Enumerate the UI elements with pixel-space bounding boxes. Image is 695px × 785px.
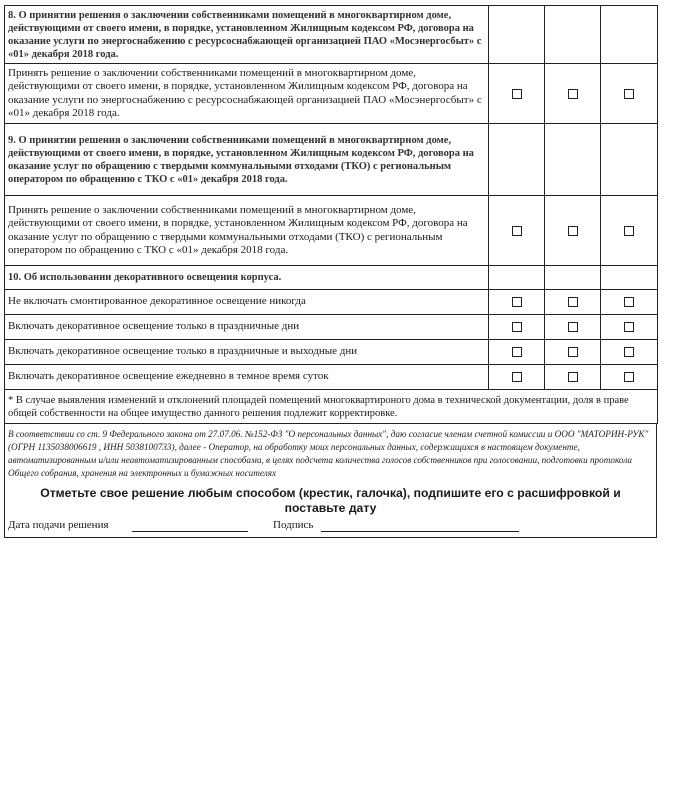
q10-opt2-vote-abstain[interactable] <box>601 315 658 340</box>
checkbox-icon[interactable] <box>624 226 634 236</box>
q10-heading-cell-against <box>545 266 601 290</box>
q10-heading-cell-for <box>489 266 545 290</box>
checkbox-icon[interactable] <box>624 322 634 332</box>
q10-opt3-vote-for[interactable] <box>489 340 545 365</box>
q10-option-text: Включать декоративное освещение ежедневно в темное время суток <box>5 365 489 390</box>
q10-option-row <box>5 365 658 390</box>
checkbox-icon[interactable] <box>568 226 578 236</box>
q10-heading-row <box>5 266 658 290</box>
checkbox-icon[interactable] <box>512 226 522 236</box>
q9-vote-for[interactable] <box>489 196 545 266</box>
consent-section <box>4 424 657 538</box>
q10-option-row <box>5 315 658 340</box>
checkbox-icon[interactable] <box>512 347 522 357</box>
q10-opt4-vote-against[interactable] <box>545 365 601 390</box>
q10-opt3-vote-abstain[interactable] <box>601 340 658 365</box>
q9-heading-row <box>5 124 658 196</box>
signature-row <box>5 517 656 537</box>
checkbox-icon[interactable] <box>624 89 634 99</box>
checkbox-icon[interactable] <box>568 297 578 307</box>
personal-data-consent: В соответствии со ст. 9 Федерального закона от 27.07.06. №152-ФЗ "О персональных данных", даю согласие членам счетной комиссии и ООО "МАТОРИН-РУК" (ОГРН 1135038006619 , ИНН 5038100733), далее - Оператор, на обработку моих персональных данных, содержащихся в настоящем документе, автоматизированным и/или неавтоматизированным способами, в целях подсчета количества голосов собственников при голосовании, подготовки протокола Общего собрания, хранения на электронных и бумажных носителях <box>8 429 649 478</box>
checkbox-icon[interactable] <box>568 322 578 332</box>
q10-opt1-vote-abstain[interactable] <box>601 290 658 315</box>
checkbox-icon[interactable] <box>624 372 634 382</box>
q9-vote-abstain[interactable] <box>601 196 658 266</box>
checkbox-icon[interactable] <box>568 372 578 382</box>
q8-heading-cell-against <box>545 6 601 64</box>
q9-heading-cell-against <box>545 124 601 196</box>
q10-option-text: Не включать смонтированное декоративное освещение никогда <box>5 290 489 315</box>
note-row <box>5 390 658 424</box>
q10-option-text: Включать декоративное освещение только в праздничные дни <box>5 315 489 340</box>
q8-vote-against[interactable] <box>545 64 601 124</box>
q10-opt4-vote-abstain[interactable] <box>601 365 658 390</box>
q10-opt3-vote-against[interactable] <box>545 340 601 365</box>
signature-field[interactable] <box>321 531 519 532</box>
q8-heading-cell-abstain <box>601 6 658 64</box>
q10-opt2-vote-for[interactable] <box>489 315 545 340</box>
ballot-sheet <box>4 5 657 538</box>
q8-option-row <box>5 64 658 124</box>
checkbox-icon[interactable] <box>568 89 578 99</box>
q10-heading: 10. Об использовании декоративного освещения корпуса. <box>5 266 489 290</box>
checkbox-icon[interactable] <box>512 322 522 332</box>
q10-option-row <box>5 340 658 365</box>
q10-heading-cell-abstain <box>601 266 658 290</box>
q10-option-row <box>5 290 658 315</box>
q8-vote-abstain[interactable] <box>601 64 658 124</box>
q8-heading: 8. О принятии решения о заключении собственниками помещений в многоквартирном доме, действующими от своего имени, в порядке, установленном Жилищным кодексом РФ, договора на оказание услуги по энергоснабжению с ресурсоснабжающей организацией ПАО «Мосэнергосбыт» с «01» декабря 2018 года. <box>5 6 489 64</box>
q9-heading-cell-for <box>489 124 545 196</box>
q8-heading-row <box>5 6 658 64</box>
checkbox-icon[interactable] <box>512 297 522 307</box>
voting-instruction: Отметьте свое решение любым способом (крестик, галочка), подпишите его с расшифровкой и поставьте дату <box>40 486 621 515</box>
q9-option-row <box>5 196 658 266</box>
q8-vote-for[interactable] <box>489 64 545 124</box>
checkbox-icon[interactable] <box>624 297 634 307</box>
q8-heading-cell-for <box>489 6 545 64</box>
ballot-table <box>4 5 658 424</box>
q10-opt2-vote-against[interactable] <box>545 315 601 340</box>
q9-heading-cell-abstain <box>601 124 658 196</box>
q8-option-text: Принять решение о заключении собственниками помещений в многоквартирном доме, действующими от своего имени, в порядке, установленном Жилищным кодексом РФ, договора на оказание услуги по энергоснабжению с ресурсоснабжающей организацией ПАО «Мосэнергосбыт» с «01» декабря 2018 года. <box>5 64 489 124</box>
q10-opt1-vote-against[interactable] <box>545 290 601 315</box>
q9-vote-against[interactable] <box>545 196 601 266</box>
q9-option-text: Принять решение о заключении собственниками помещений в многоквартирном доме, действующими от своего имени, в порядке, установленном Жилищным кодексом РФ, договора на оказание услуг по обращению с твердыми коммунальными отходами (ТКО) с региональным оператором по обращению с ТКО с «01» декабря 2018 года. <box>5 196 489 266</box>
q10-opt1-vote-for[interactable] <box>489 290 545 315</box>
area-correction-note: * В случае выявления изменений и отклонений площадей помещений многоквартироного дома в технической документации, доля в праве общей собственности на общее имущество данного решения подлежит корректировке. <box>5 390 658 424</box>
submission-date-label: Дата подачи решения <box>8 519 109 531</box>
q10-opt4-vote-for[interactable] <box>489 365 545 390</box>
q9-heading: 9. О принятии решения о заключении собственниками помещений в многоквартирном доме, действующими от своего имени, в порядке, установленном Жилищным кодексом РФ, договора на оказание услуг по обращению с твердыми коммунальными отходами (ТКО) с региональным оператором по обращению с ТКО с «01» декабря 2018 года. <box>5 124 489 196</box>
checkbox-icon[interactable] <box>512 89 522 99</box>
q10-option-text: Включать декоративное освещение только в праздничные и выходные дни <box>5 340 489 365</box>
submission-date-field[interactable] <box>132 531 248 532</box>
checkbox-icon[interactable] <box>624 347 634 357</box>
signature-label: Подпись <box>273 519 314 531</box>
checkbox-icon[interactable] <box>568 347 578 357</box>
checkbox-icon[interactable] <box>512 372 522 382</box>
